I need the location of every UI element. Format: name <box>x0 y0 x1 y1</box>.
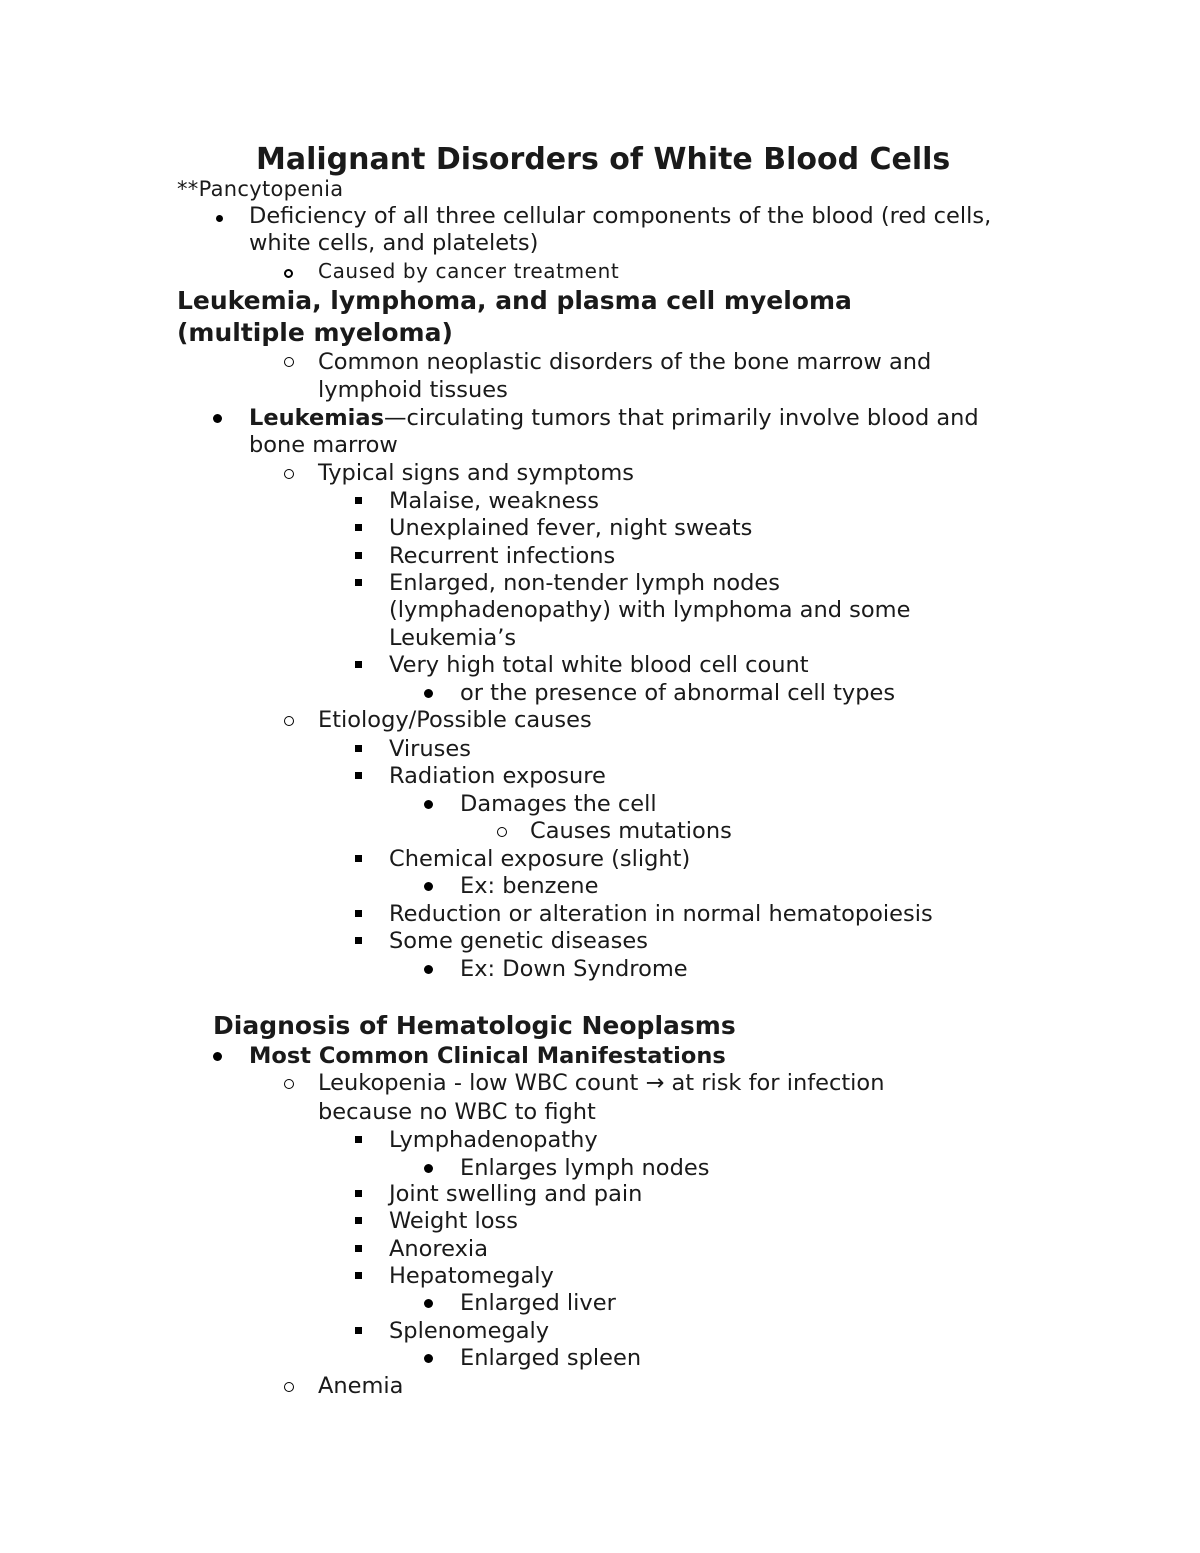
bullet-disc-icon <box>216 215 223 222</box>
manifestations-heading: Most Common Clinical Manifestations <box>249 1043 726 1069</box>
page-title: Malignant Disorders of White Blood Cells <box>256 142 951 177</box>
etiology-viruses: Viruses <box>389 736 471 762</box>
item-weight: Weight loss <box>389 1208 519 1234</box>
bullet-disc-icon <box>424 965 433 974</box>
bullet-square-icon <box>355 552 362 559</box>
pancytopenia-cause: Caused by cancer treatment <box>318 259 620 283</box>
bullet-square-icon <box>355 579 362 586</box>
etiology-radiation: Radiation exposure <box>389 763 606 789</box>
bullet-square-icon <box>355 1217 362 1224</box>
item-joint: Joint swelling and pain <box>389 1181 643 1207</box>
bullet-square-icon <box>355 1327 362 1334</box>
etiology-radiation-subsub: Causes mutations <box>530 818 732 844</box>
bullet-circle-icon <box>284 716 294 726</box>
etiology-genetic-sub: Ex: Down Syndrome <box>460 956 688 982</box>
bullet-disc-icon <box>424 800 433 809</box>
item-hepatomegaly-sub: Enlarged liver <box>460 1290 616 1316</box>
bullet-circle-icon <box>284 357 294 367</box>
item-hepatomegaly: Hepatomegaly <box>389 1263 554 1289</box>
item-anorexia: Anorexia <box>389 1236 488 1262</box>
leukemias-definition-line1 <box>249 404 979 432</box>
etiology-chemical: Chemical exposure (slight) <box>389 846 691 872</box>
bullet-disc-icon <box>424 1164 433 1173</box>
diagnosis-heading: Diagnosis of Hematologic Neoplasms <box>213 1011 736 1040</box>
sign-infections: Recurrent infections <box>389 543 616 569</box>
bullet-square-icon <box>355 910 362 917</box>
bullet-circle-icon <box>284 269 293 278</box>
sign-lymph-line3: Leukemia’s <box>389 625 517 651</box>
bullet-square-icon <box>355 1245 362 1252</box>
bullet-square-icon <box>355 524 362 531</box>
right-arrow-icon: → <box>645 1070 665 1096</box>
bullet-disc-icon <box>213 1052 222 1061</box>
bullet-disc-icon <box>213 414 222 423</box>
bullet-circle-icon <box>284 1382 294 1392</box>
etiology-heading: Etiology/Possible causes <box>318 707 592 733</box>
etiology-genetic: Some genetic diseases <box>389 928 648 954</box>
pancytopenia-definition-line2: white cells, and platelets) <box>249 230 539 256</box>
sign-fever: Unexplained fever, night sweats <box>389 515 753 541</box>
leukemia-heading-line1: Leukemia, lymphoma, and plasma cell myeloma <box>177 286 852 315</box>
sign-lymph-line1: Enlarged, non-tender lymph nodes <box>389 570 780 596</box>
item-anemia: Anemia <box>318 1373 404 1399</box>
bullet-circle-icon <box>284 469 294 479</box>
leukemias-definition: —circulating tumors that primarily involve blood and <box>383 405 979 431</box>
item-lymphadenopathy: Lymphadenopathy <box>389 1127 598 1153</box>
bullet-square-icon <box>355 855 362 862</box>
bullet-square-icon <box>355 497 362 504</box>
bullet-circle-icon <box>284 1079 294 1089</box>
leukemias-definition-line2: bone marrow <box>249 432 398 458</box>
leukopenia-line2: because no WBC to fight <box>318 1099 596 1125</box>
bullet-square-icon <box>355 1272 362 1279</box>
bullet-square-icon <box>355 1136 362 1143</box>
sign-lymph-line2: (lymphadenopathy) with lymphoma and some <box>389 597 911 623</box>
bullet-square-icon <box>355 937 362 944</box>
item-splenomegaly-sub: Enlarged spleen <box>460 1345 642 1371</box>
bullet-disc-icon <box>424 1299 433 1308</box>
etiology-hematopoiesis: Reduction or alteration in normal hematopoiesis <box>389 901 933 927</box>
bullet-disc-icon <box>424 1354 433 1363</box>
leukopenia-line1 <box>318 1069 884 1097</box>
bullet-square-icon <box>355 745 362 752</box>
common-disorders-line2: lymphoid tissues <box>318 377 508 403</box>
sign-wbc: Very high total white blood cell count <box>389 652 809 678</box>
bullet-square-icon <box>355 1190 362 1197</box>
common-disorders-line1: Common neoplastic disorders of the bone marrow and <box>318 349 932 375</box>
bullet-disc-icon <box>424 882 433 891</box>
bullet-disc-icon <box>424 689 433 698</box>
pancytopenia-definition-line1: Deficiency of all three cellular components of the blood (red cells, <box>249 203 992 229</box>
leukopenia-text: Leukopenia - low WBC count <box>318 1070 646 1096</box>
bullet-square-icon <box>355 661 362 668</box>
leukemia-heading-line2: (multiple myeloma) <box>177 318 453 347</box>
etiology-radiation-sub: Damages the cell <box>460 791 657 817</box>
sign-malaise: Malaise, weakness <box>389 488 599 514</box>
signs-heading: Typical signs and symptoms <box>318 460 634 486</box>
item-lymphadenopathy-sub: Enlarges lymph nodes <box>460 1155 710 1181</box>
bullet-circle-icon <box>497 827 507 837</box>
sign-wbc-sub: or the presence of abnormal cell types <box>460 680 896 706</box>
etiology-chemical-sub: Ex: benzene <box>460 873 599 899</box>
pancytopenia-heading: **Pancytopenia <box>177 177 344 201</box>
bullet-square-icon <box>355 772 362 779</box>
leukopenia-text-end: at risk for infection <box>664 1070 885 1096</box>
leukemias-term: Leukemias <box>249 405 384 431</box>
item-splenomegaly: Splenomegaly <box>389 1318 550 1344</box>
